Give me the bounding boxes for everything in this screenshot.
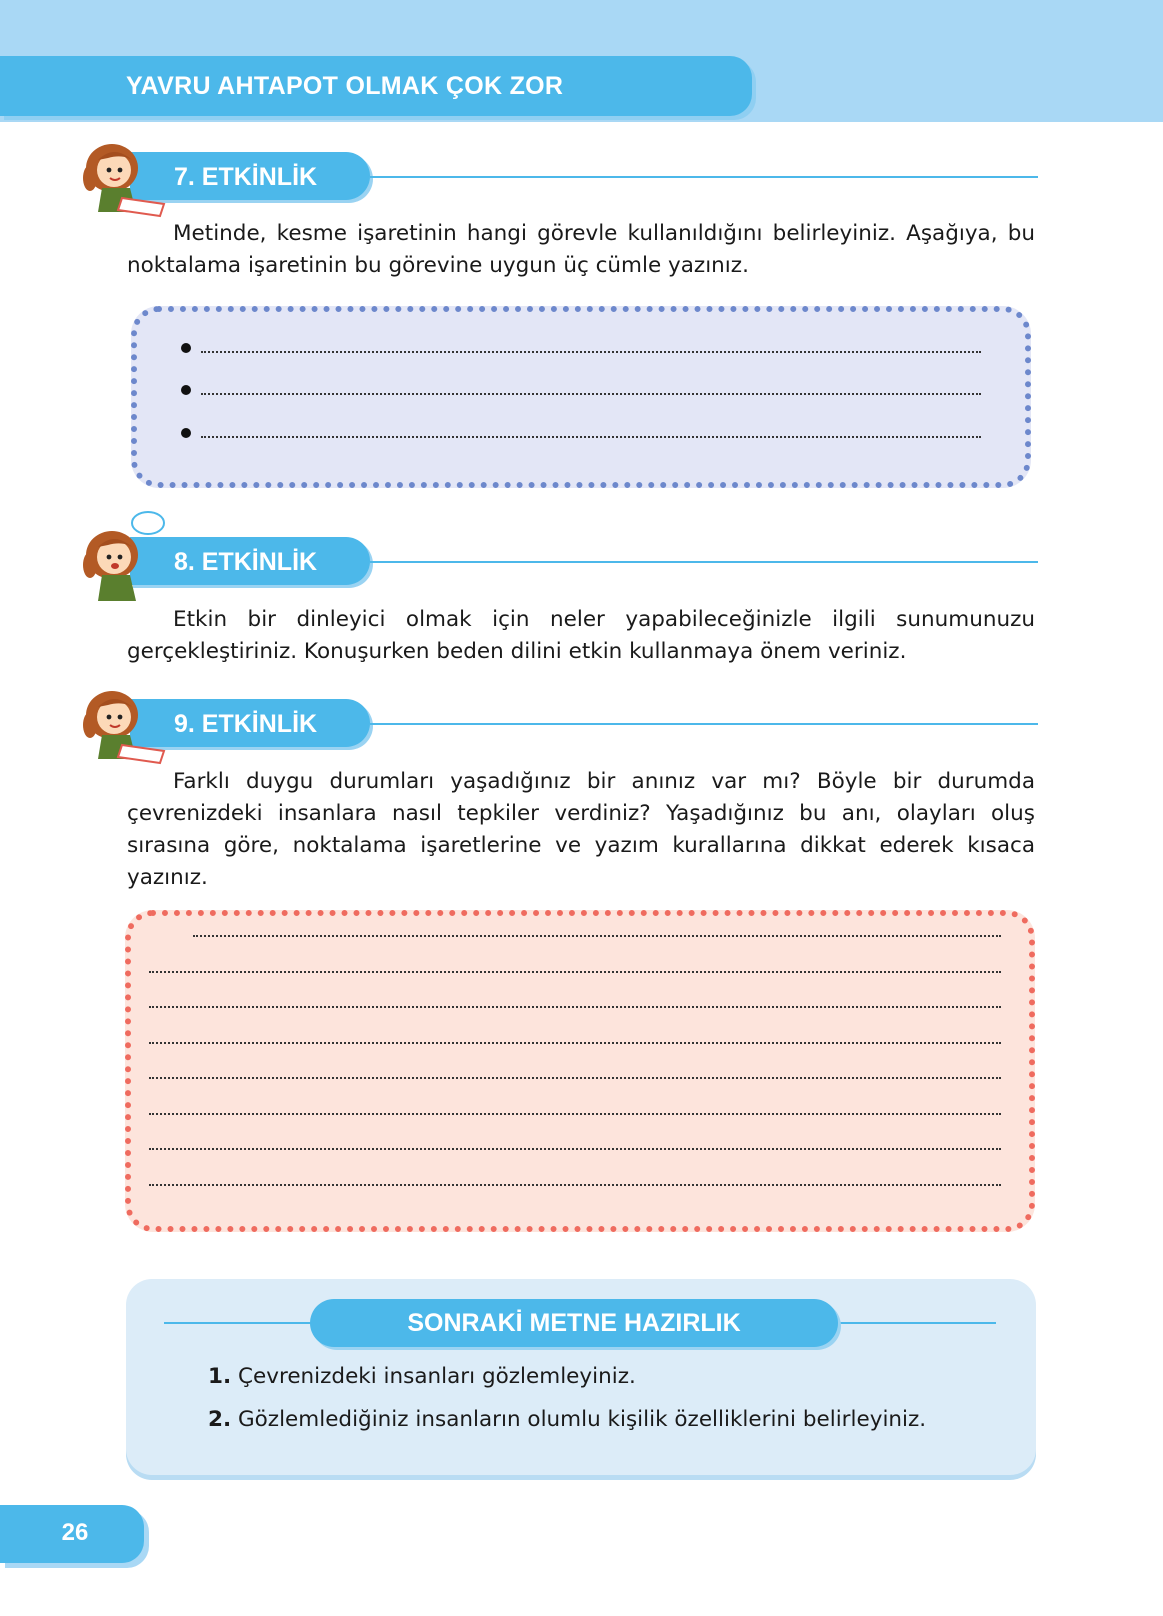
answer-line-1[interactable]	[193, 935, 1001, 937]
prep-item-text: Gözlemlediğiniz insanların olumlu kişilik özelliklerini belirleyiniz.	[237, 1407, 927, 1432]
prep-item-number: 1.	[208, 1364, 232, 1389]
activity-8-rule	[370, 561, 1038, 563]
activity-9-answer-box	[125, 910, 1035, 1232]
activity-7-instructions: Metinde, kesme işaretinin hangi görevle kullanıldığını belirleyiniz. Aşağıya, bu noktalama işaretinin bu görevine uygun üç cümle yazınız.	[127, 221, 1035, 278]
activity-8-header	[78, 537, 1038, 587]
page-number-tab	[0, 1505, 144, 1563]
activity-9-rule	[370, 723, 1038, 725]
page-title: YAVRU AHTAPOT OLMAK ÇOK ZOR	[126, 72, 564, 100]
answer-line-6[interactable]	[149, 1113, 1001, 1115]
answer-line-3[interactable]	[149, 1006, 1001, 1008]
answer-line-7[interactable]	[149, 1148, 1001, 1150]
prep-title: SONRAKİ METNE HAZIRLIK	[407, 1309, 741, 1337]
activity-7-answer-box	[131, 306, 1031, 488]
answer-line-8[interactable]	[149, 1184, 1001, 1186]
girl-reading-icon	[78, 138, 170, 218]
girl-speaking-icon	[78, 511, 170, 605]
prep-rule-left	[164, 1322, 314, 1324]
prep-title-pill	[310, 1299, 838, 1347]
activity-9-label: 9. ETKİNLİK	[174, 710, 318, 738]
answer-line-2[interactable]	[181, 377, 981, 399]
prep-item-2	[208, 1405, 926, 1435]
answer-line-2[interactable]	[149, 971, 1001, 973]
prep-item-number: 2.	[208, 1407, 232, 1432]
answer-line-3[interactable]	[181, 420, 981, 442]
girl-reading-icon	[78, 685, 170, 765]
prep-item-1	[208, 1362, 636, 1392]
bullet-icon	[181, 385, 191, 395]
activity-9-instructions: Farklı duygu durumları yaşadığınız bir anınız var mı? Böyle bir durumda çevrenizdeki insanlara nasıl tepkiler verdiniz? Yaşadığınız bu anı, olayları oluş sırasına göre, noktalama işaretlerine ve yazım kurallarına dikkat ederek kısaca yazınız.	[127, 769, 1035, 890]
page-number: 26	[61, 1519, 89, 1546]
answer-line-1[interactable]	[181, 335, 981, 357]
activity-7-rule	[370, 176, 1038, 178]
answer-line-5[interactable]	[149, 1077, 1001, 1079]
bullet-icon	[181, 343, 191, 353]
prep-item-text: Çevrenizdeki insanları gözlemleyiniz.	[237, 1364, 636, 1389]
activity-8-label: 8. ETKİNLİK	[174, 548, 318, 576]
prep-rule-right	[838, 1322, 996, 1324]
bullet-icon	[181, 428, 191, 438]
activity-9-header	[78, 699, 1038, 749]
activity-7-label: 7. ETKİNLİK	[174, 163, 318, 191]
activity-7-header	[78, 152, 1038, 202]
activity-8-instructions: Etkin bir dinleyici olmak için neler yapabileceğinizle ilgili sunumunuzu gerçekleştiriniz. Konuşurken beden dilini etkin kullanmaya önem veriniz.	[127, 607, 1035, 664]
next-text-preparation-box	[126, 1279, 1036, 1475]
answer-line-4[interactable]	[149, 1042, 1001, 1044]
